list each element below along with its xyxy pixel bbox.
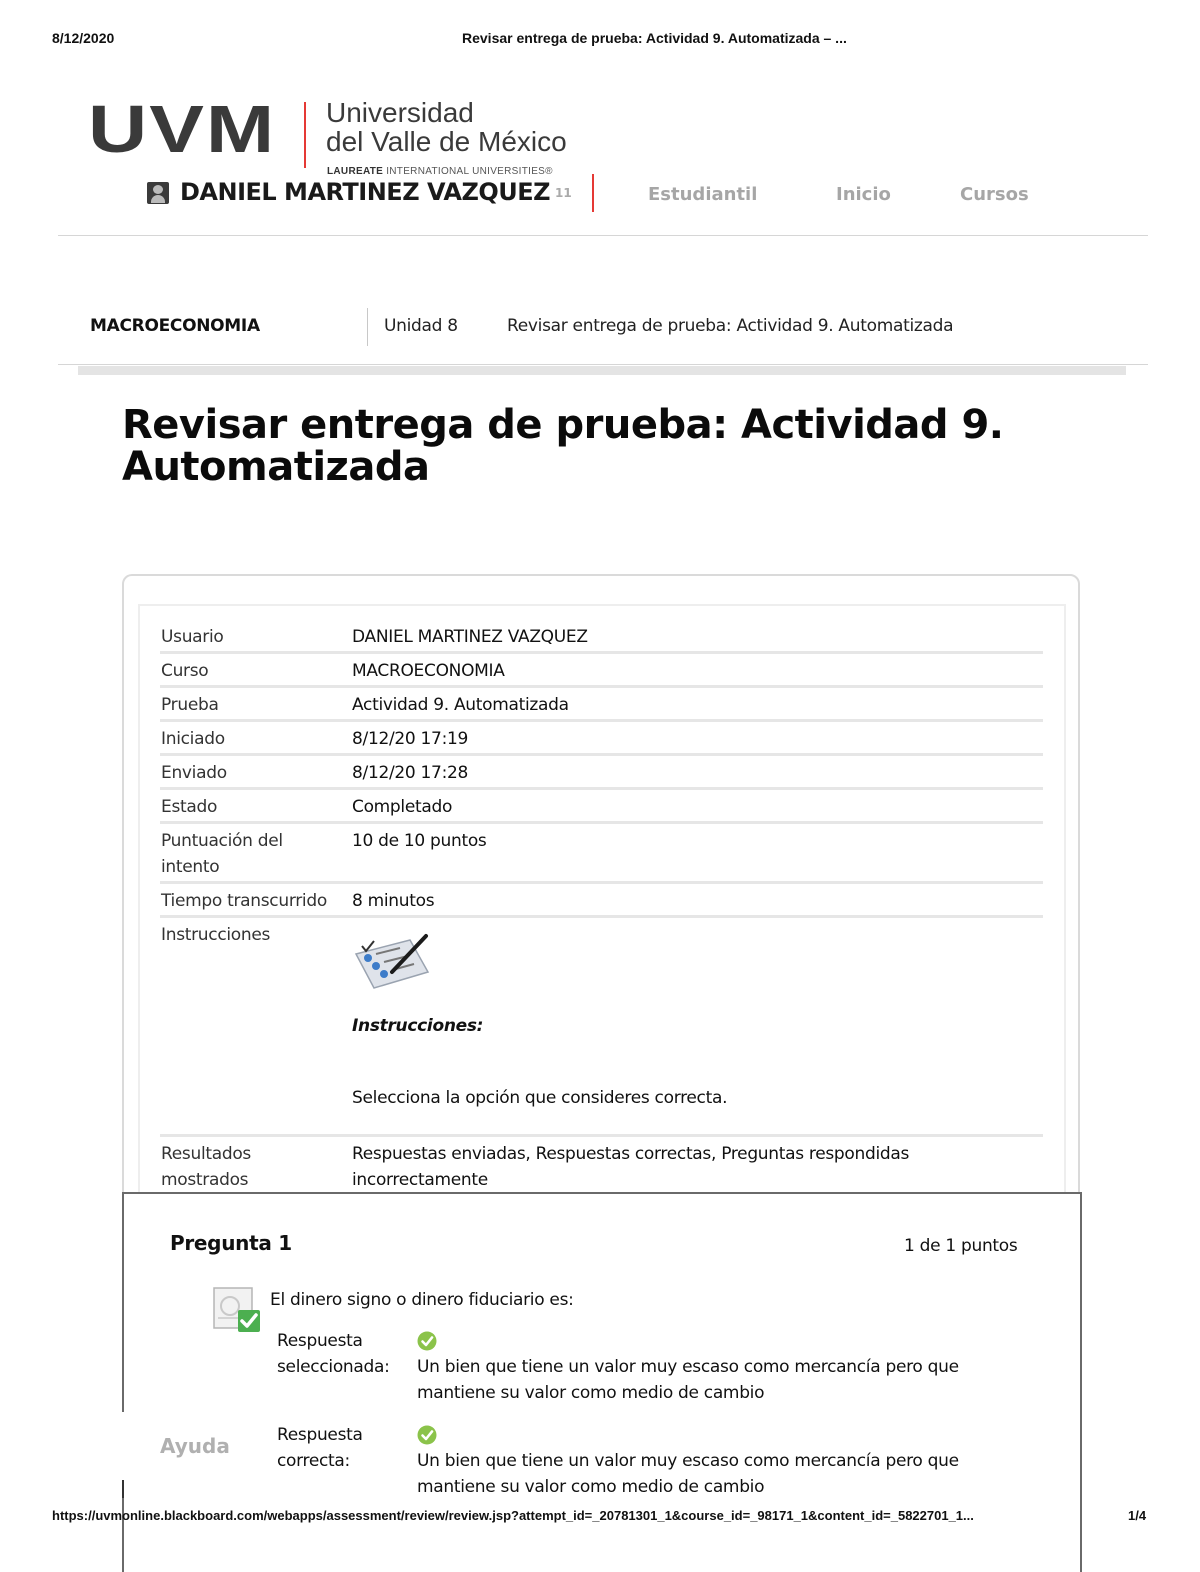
detail-value-prueba: Actividad 9. Automatizada: [352, 695, 569, 715]
user-avatar-icon[interactable]: [147, 182, 169, 204]
selected-answer-text: Un bien que tiene un valor muy escaso como mercancía pero que mantiene su valor como medio de cambio: [417, 1357, 959, 1403]
question-title: Pregunta 1: [170, 1231, 292, 1255]
detail-value-tiempo: 8 minutos: [352, 891, 435, 911]
check-circle-icon: [417, 1425, 437, 1445]
detail-label-tiempo: Tiempo transcurrido: [161, 891, 327, 911]
detail-value-curso: MACROECONOMIA: [352, 661, 505, 681]
detail-row-divider: [160, 881, 1043, 884]
logo-name-line2: del Valle de México: [326, 126, 567, 157]
detail-row-divider: [160, 787, 1043, 790]
print-page-number: 1/4: [1128, 1508, 1147, 1523]
instructions-text: Selecciona la opción que consideres correcta.: [352, 1088, 728, 1108]
detail-label-resultados: Resultados mostrados: [161, 1144, 251, 1190]
correct-answer-label: Respuesta correcta:: [277, 1425, 363, 1471]
correct-answer-text: Un bien que tiene un valor muy escaso como mercancía pero que mantiene su valor como medio de cambio: [417, 1451, 959, 1497]
breadcrumb-shadow: [78, 366, 1126, 375]
breadcrumb-current: Revisar entrega de prueba: Actividad 9. Automatizada: [507, 316, 954, 336]
logo-name-line1: Universidad: [326, 97, 474, 128]
nav-divider: [592, 174, 594, 212]
nav-link-estudiantil[interactable]: Estudiantil: [648, 184, 758, 205]
logo-tagline: [327, 166, 553, 177]
detail-label-prueba: Prueba: [161, 695, 219, 715]
selected-answer-label: Respuesta seleccionada:: [277, 1331, 390, 1377]
detail-row-divider: [160, 1134, 1043, 1137]
detail-row-divider: [160, 685, 1043, 688]
user-name-link[interactable]: DANIEL MARTINEZ VAZQUEZ: [180, 178, 551, 206]
question-text: El dinero signo o dinero fiduciario es:: [270, 1290, 574, 1310]
detail-value-puntuacion: 10 de 10 puntos: [352, 831, 487, 851]
logo-tagline-brand: LAUREATE: [327, 166, 384, 177]
detail-value-enviado: 8/12/20 17:28: [352, 763, 469, 783]
logo-tagline-rest: INTERNATIONAL UNIVERSITIES®: [386, 166, 553, 177]
detail-label-curso: Curso: [161, 661, 209, 681]
nav-link-cursos[interactable]: Cursos: [960, 184, 1029, 205]
print-title: Revisar entrega de prueba: Actividad 9. Automatizada – ...: [462, 30, 847, 46]
help-button[interactable]: Ayuda: [160, 1434, 230, 1458]
detail-value-usuario: DANIEL MARTINEZ VAZQUEZ: [352, 627, 588, 647]
detail-label-usuario: Usuario: [161, 627, 224, 647]
detail-label-puntuacion: Puntuación del intento: [161, 831, 283, 877]
detail-row-divider: [160, 753, 1043, 756]
detail-row-divider: [160, 719, 1043, 722]
page-title: Revisar entrega de prueba: Actividad 9. Automatizada: [122, 402, 1004, 490]
breadcrumb-divider: [367, 308, 368, 346]
checklist-icon: [352, 932, 432, 992]
logo-university-name: [326, 98, 567, 156]
detail-label-estado: Estado: [161, 797, 218, 817]
detail-value-estado: Completado: [352, 797, 453, 817]
breadcrumb-unit[interactable]: Unidad 8: [384, 316, 458, 336]
nav-divider-line: [58, 235, 1148, 236]
correct-answer-icon: [212, 1286, 262, 1336]
detail-label-enviado: Enviado: [161, 763, 227, 783]
check-circle-icon: [417, 1331, 437, 1351]
detail-label-instrucciones: Instrucciones: [161, 925, 271, 945]
question-points: 1 de 1 puntos: [904, 1236, 1018, 1256]
detail-value-iniciado: 8/12/20 17:19: [352, 729, 469, 749]
detail-label-iniciado: Iniciado: [161, 729, 225, 749]
breadcrumb-course[interactable]: MACROECONOMIA: [90, 316, 260, 336]
detail-row-divider: [160, 915, 1043, 918]
print-date: 8/12/2020: [52, 30, 115, 46]
page-edge-mark: [122, 1480, 124, 1498]
nav-link-inicio[interactable]: Inicio: [836, 184, 891, 205]
uvm-logo-mark[interactable]: UVM: [88, 91, 277, 167]
logo-divider: [304, 102, 306, 168]
instructions-heading: Instrucciones:: [352, 1016, 484, 1036]
detail-row-divider: [160, 651, 1043, 654]
detail-value-resultados: Respuestas enviadas, Respuestas correctas, Preguntas respondidas incorrectamente: [352, 1144, 910, 1190]
notification-count-badge[interactable]: 11: [555, 186, 572, 200]
breadcrumb-divider-line: [58, 364, 1148, 365]
detail-row-divider: [160, 821, 1043, 824]
print-url: https://uvmonline.blackboard.com/webapps/assessment/review/review.jsp?attempt_id=_20781301_1&course_id=_98171_1&content_id=_5822701_1...: [52, 1508, 974, 1523]
